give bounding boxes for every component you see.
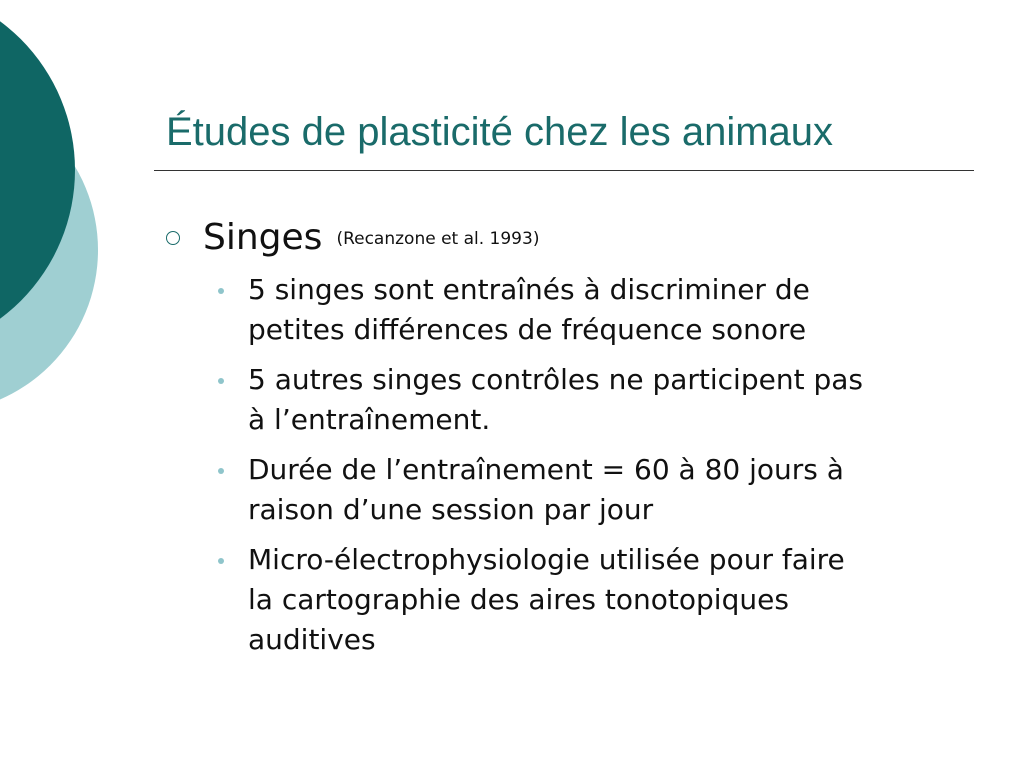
decorative-circles bbox=[0, 0, 110, 420]
slide-title: Études de plasticité chez les animaux bbox=[166, 110, 834, 154]
title-divider bbox=[154, 170, 974, 171]
dot-bullet-icon bbox=[218, 378, 224, 384]
bullet-item-singes bbox=[166, 212, 966, 262]
bullet-text: Singes bbox=[203, 216, 323, 258]
sub-bullet-text: Durée de l’entraînement = 60 à 80 jours à raison d’une session par jour bbox=[248, 453, 844, 526]
sub-bullet-text: 5 singes sont entraînés à discriminer de petites différences de fréquence sonore bbox=[248, 273, 810, 346]
sub-bullet-item bbox=[166, 270, 868, 350]
sub-bullet-item bbox=[166, 360, 868, 440]
dot-bullet-icon bbox=[218, 558, 224, 564]
sub-bullet-text: 5 autres singes contrôles ne participent pas à l’entraînement. bbox=[248, 363, 863, 436]
sub-bullet-text: Micro-électrophysiologie utilisée pour faire la cartographie des aires tonotopiques auditives bbox=[248, 543, 845, 656]
hollow-circle-bullet-icon bbox=[166, 231, 180, 245]
sub-bullet-item bbox=[166, 540, 868, 660]
bullet-citation: (Recanzone et al. 1993) bbox=[336, 229, 540, 249]
slide-body bbox=[166, 212, 966, 670]
dot-bullet-icon bbox=[218, 288, 224, 294]
sub-bullet-list bbox=[166, 270, 966, 660]
dot-bullet-icon bbox=[218, 468, 224, 474]
sub-bullet-item bbox=[166, 450, 868, 530]
